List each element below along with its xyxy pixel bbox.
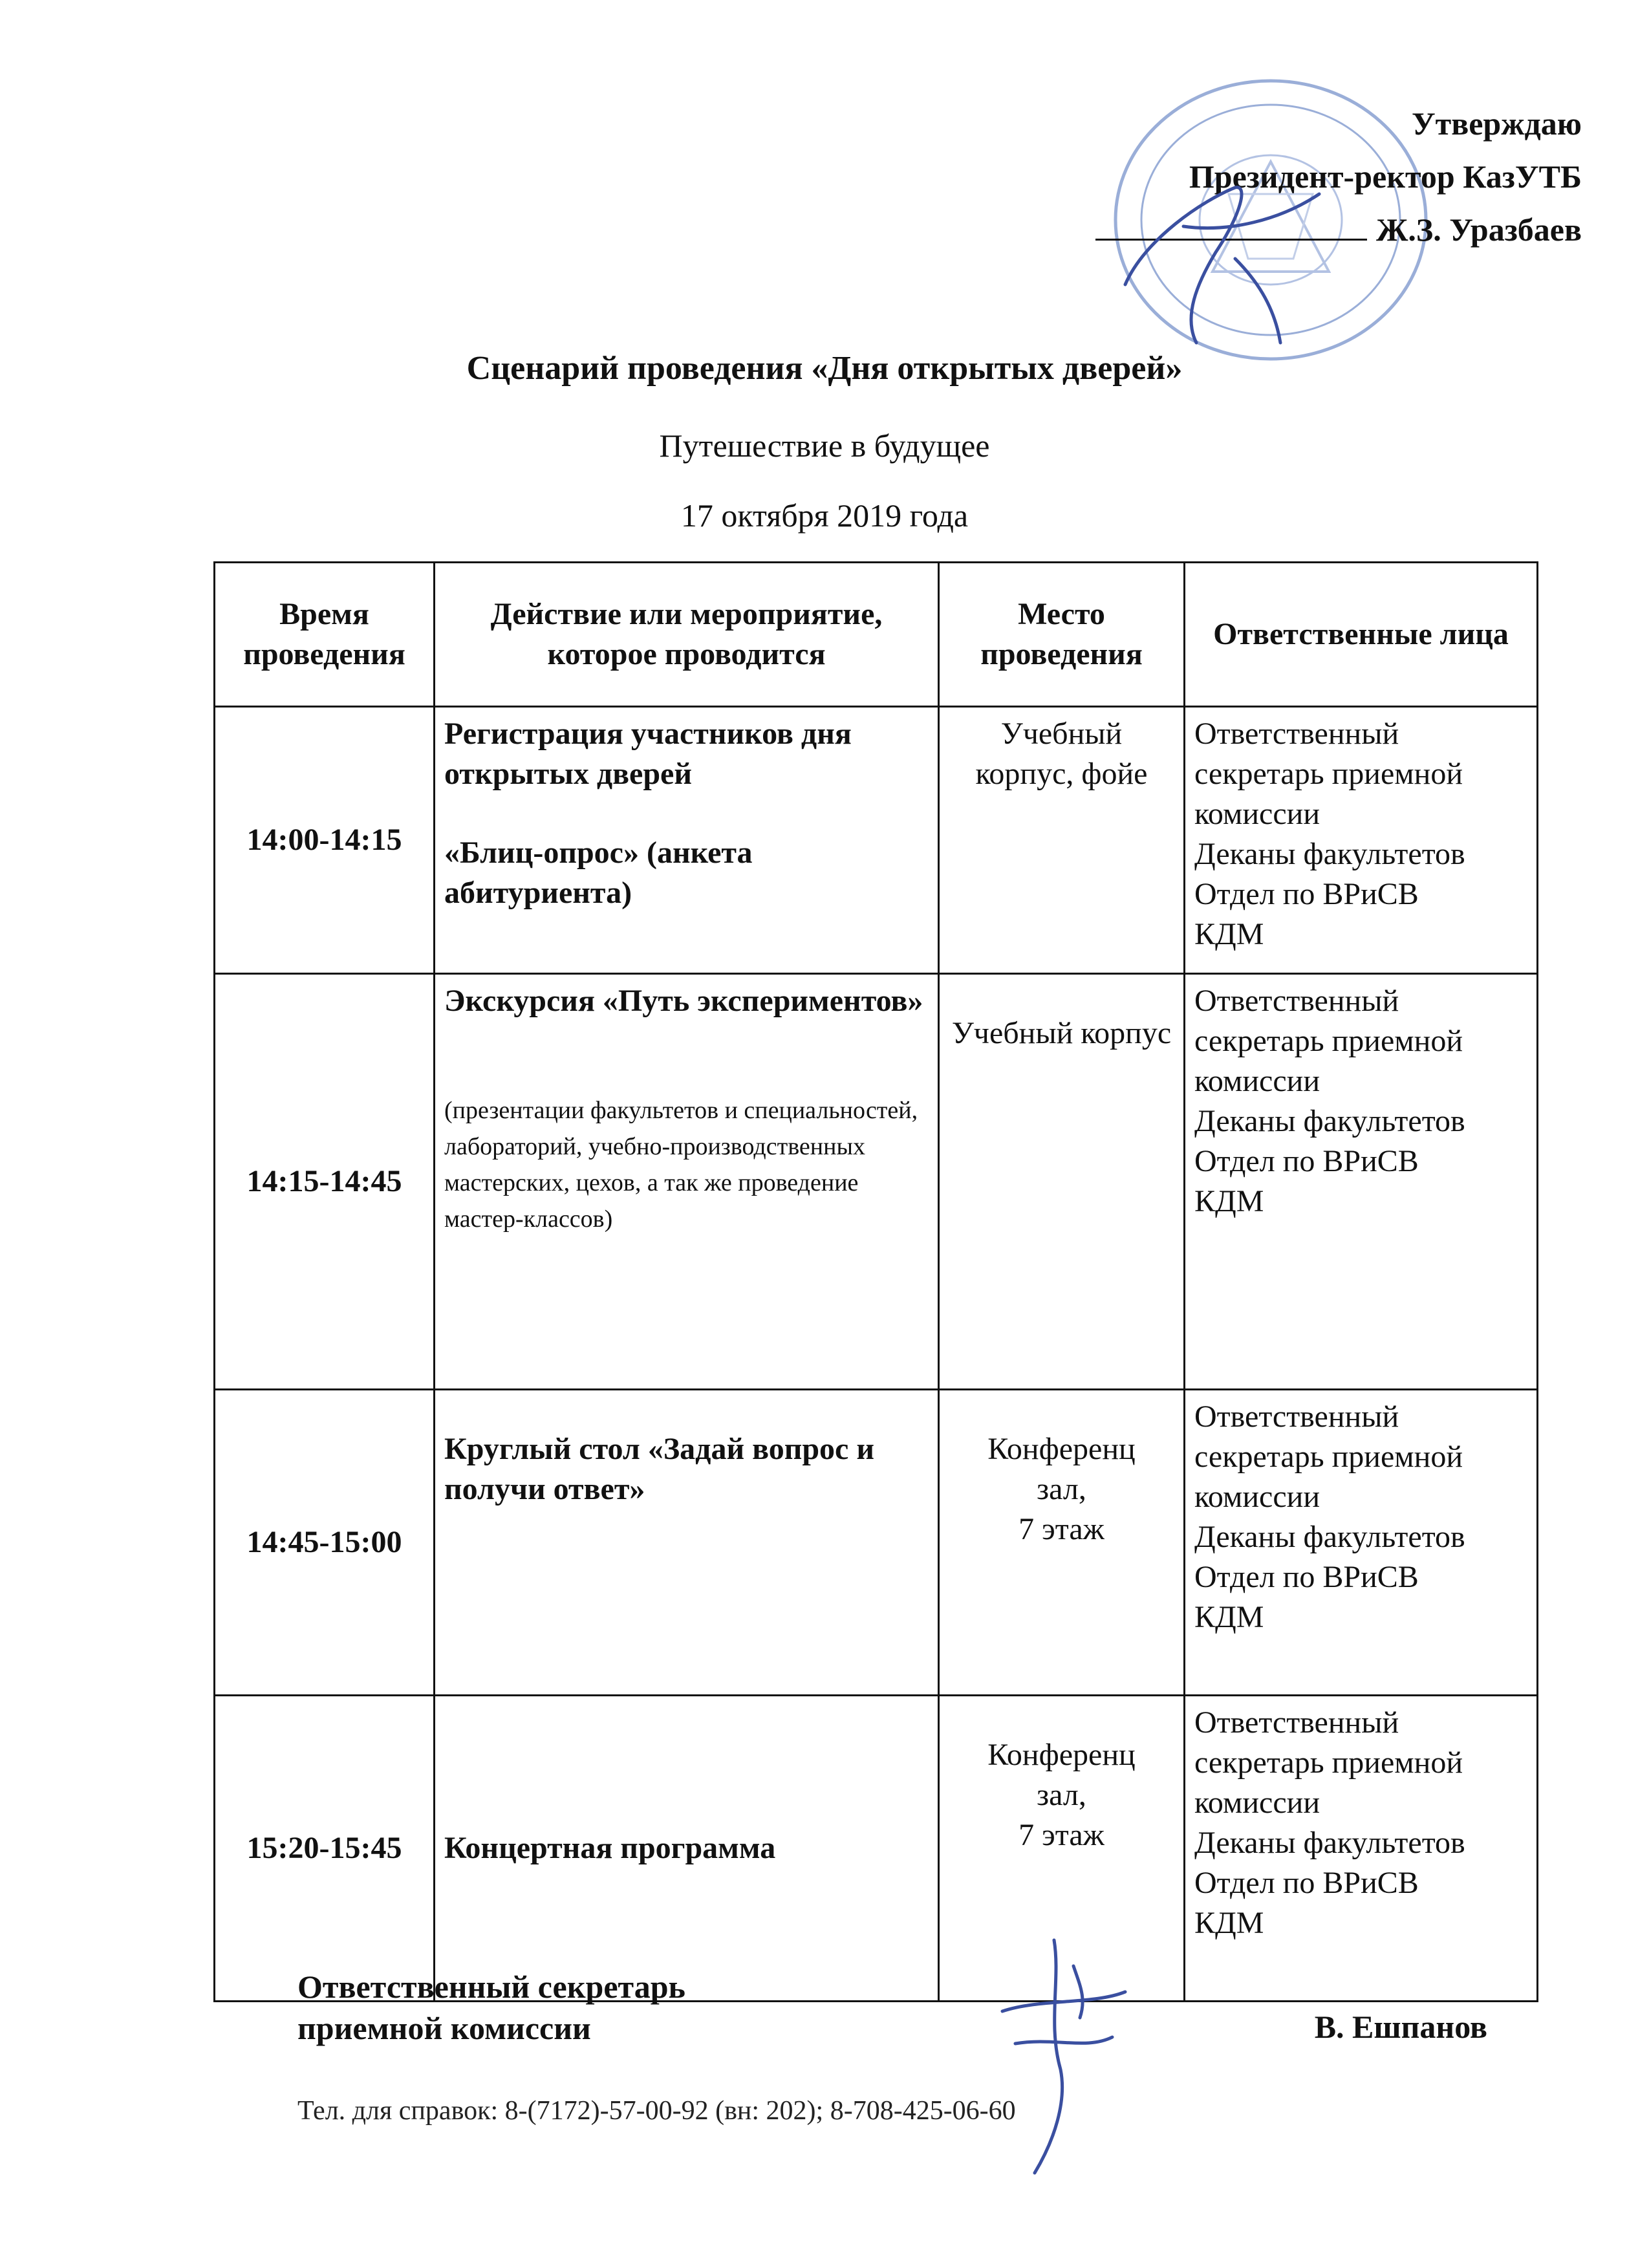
table-header-row xyxy=(215,563,1538,707)
action-cell xyxy=(435,974,939,1390)
time-cell: 14:00-14:15 xyxy=(215,707,435,974)
place-cell: Учебный корпус xyxy=(939,974,1185,1390)
schedule-table xyxy=(213,561,1538,2002)
responsible-cell: Ответственный секретарь приемной комиссии Деканы факультетов Отдел по ВРиСВ КДМ xyxy=(1185,707,1538,974)
place-cell: Конференц зал, 7 этаж xyxy=(939,1696,1185,2002)
footer-position: Ответственный секретарь приемной комиссии xyxy=(297,1969,685,2046)
approval-position: Президент-ректор КазУТБ xyxy=(1189,158,1582,195)
table-row xyxy=(215,974,1538,1390)
time-cell: 14:45-15:00 xyxy=(215,1390,435,1696)
document-subtitle: Путешествие в будущее xyxy=(659,427,990,464)
column-header-time: Время проведения xyxy=(215,563,435,707)
approval-signer-name: Ж.З. Уразбаев xyxy=(1375,211,1582,248)
action-text: Регистрация участников дня открытых дверей xyxy=(444,717,852,791)
table-row xyxy=(215,707,1538,974)
place-cell: Учебный корпус, фойе xyxy=(939,707,1185,974)
contact-phone: Тел. для справок: 8-(7172)-57-00-92 (вн: 202); 8-708-425-06-60 xyxy=(297,2096,1016,2126)
table-row xyxy=(215,1390,1538,1696)
time-cell: 15:20-15:45 xyxy=(215,1696,435,2002)
footer-signer-name: В. Ешпанов xyxy=(1314,2009,1487,2045)
approval-label: Утверждаю xyxy=(1411,105,1582,142)
place-cell: Конференц зал, 7 этаж xyxy=(939,1390,1185,1696)
column-header-place: Место проведения xyxy=(939,563,1185,707)
rector-signature xyxy=(1086,149,1358,362)
secretary-signature xyxy=(976,1927,1145,2186)
action-text: Экскурсия «Путь экспериментов» xyxy=(444,984,923,1018)
responsible-cell: Ответственный секретарь приемной комиссии Деканы факультетов Отдел по ВРиСВ КДМ xyxy=(1185,1696,1538,2002)
document-title: Сценарий проведения «Дня открытых дверей» xyxy=(466,350,1183,387)
time-cell: 14:15-14:45 xyxy=(215,974,435,1390)
action-text: Концертная программа xyxy=(444,1831,776,1865)
responsible-cell: Ответственный секретарь приемной комиссии Деканы факультетов Отдел по ВРиСВ КДМ xyxy=(1185,1390,1538,1696)
document-date: 17 октября 2019 года xyxy=(680,497,969,534)
action-text: Круглый стол «Задай вопрос и получи ответ» xyxy=(444,1432,875,1506)
action-cell xyxy=(435,707,939,974)
action-text-secondary: «Блиц-опрос» (анкета абитуриента) xyxy=(444,836,753,910)
action-note: (презентации факультетов и специальностей, лабораторий, учебно-производственных мастерских, цехов, а так же проведение мастер-классов) xyxy=(444,1097,918,1233)
action-cell xyxy=(435,1390,939,1696)
table-row xyxy=(215,1696,1538,2002)
action-cell xyxy=(435,1696,939,2002)
responsible-cell: Ответственный секретарь приемной комиссии Деканы факультетов Отдел по ВРиСВ КДМ xyxy=(1185,974,1538,1390)
column-header-responsible: Ответственные лица xyxy=(1185,563,1538,707)
column-header-action: Действие или мероприятие, которое проводится xyxy=(435,563,939,707)
